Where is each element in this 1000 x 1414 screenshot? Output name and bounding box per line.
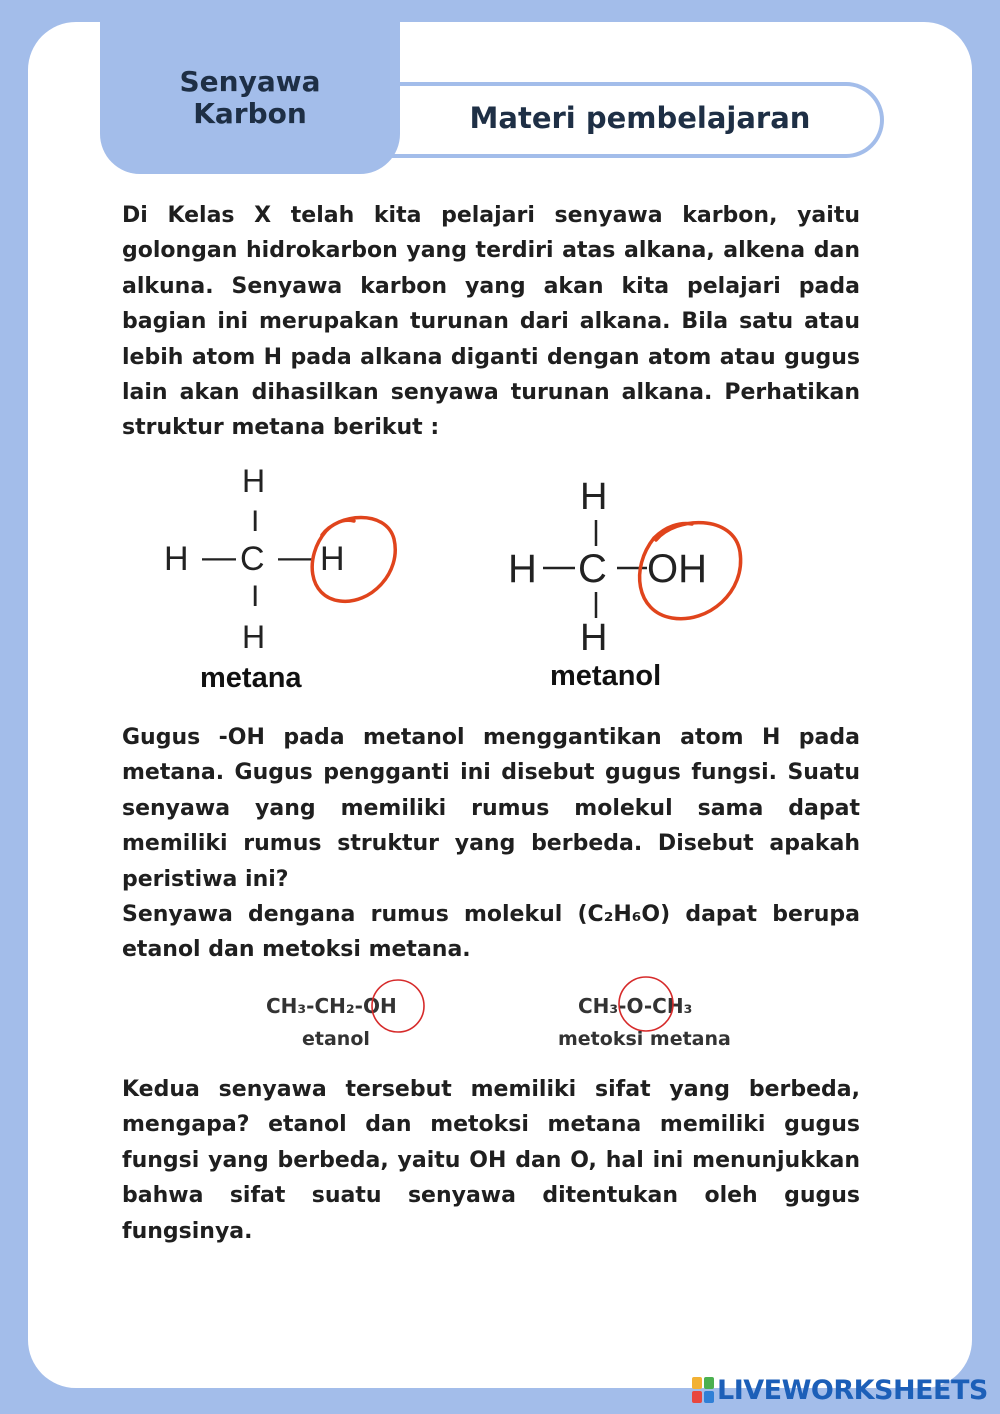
metana-atom-bottom: H bbox=[242, 619, 266, 655]
metana-bond-top: I bbox=[251, 505, 260, 538]
page-title: Materi pembelajaran bbox=[469, 101, 811, 135]
metanol-atom-left: H bbox=[508, 547, 537, 591]
gugus-paragraph: Gugus -OH pada metanol menggantikan atom H pada metana. Gugus pengganti ini disebut gugus fungsi. Suatu senyawa yang memiliki rumus molekul sama dapat memiliki rumus struktur yang berbeda. Disebut apakah peristiwa ini? bbox=[122, 725, 860, 892]
metana-atom-left: H bbox=[164, 540, 189, 578]
metanol-atom-top: H bbox=[580, 476, 608, 518]
metana-atom-right: H bbox=[320, 540, 345, 578]
metoksi-formula-suffix: -CH₃ bbox=[643, 994, 693, 1018]
metoksi-formula-prefix: CH₃- bbox=[578, 994, 627, 1018]
metanol-highlight-circle bbox=[622, 512, 754, 632]
metanol-atom-right: OH bbox=[647, 547, 707, 591]
etanol-formula-prefix: CH₃-CH₂- bbox=[266, 994, 363, 1018]
metanol-label: metanol bbox=[550, 660, 662, 692]
metoksi-highlight-circle bbox=[616, 975, 676, 1033]
metoksi-name: metoksi metana bbox=[558, 1028, 731, 1050]
intro-paragraph: Di Kelas X telah kita pelajari senyawa karbon, yaitu golongan hidrokarbon yang terdiri atas alkana, alkena dan alkuna. Senyawa karbon yang akan kita pelajari pada bagian ini merupakan turunan dari alkana. Bila satu atau lebih atom H pada alkana diganti dengan atom atau gugus lain akan dihasilkan senyawa turunan alkana. Perhatikan struktur metana berikut : bbox=[122, 203, 860, 441]
metana-label: metana bbox=[200, 662, 302, 694]
metoksi-formula-group: O bbox=[626, 994, 644, 1018]
metana-atom-top: H bbox=[242, 463, 266, 499]
senyawa-paragraph: Senyawa dengana rumus molekul (C₂H₆O) dapat berupa etanol dan metoksi metana. bbox=[122, 902, 860, 963]
metanol-atom-bottom: H bbox=[580, 617, 608, 659]
etanol-highlight-circle bbox=[368, 978, 428, 1036]
etanol-formula-group: OH bbox=[362, 994, 397, 1018]
metana-bond-bottom: I bbox=[251, 580, 260, 613]
liveworksheets-brand: LIVEWORKSHEETS bbox=[717, 1374, 988, 1406]
metana-bond-right: — bbox=[278, 538, 312, 576]
metana-highlight-circle bbox=[290, 505, 410, 615]
topic-line-1: Senyawa bbox=[179, 65, 321, 98]
topic-tab bbox=[100, 22, 400, 174]
etanol-name: etanol bbox=[302, 1028, 370, 1050]
metana-atom-center: C bbox=[240, 540, 265, 578]
kedua-paragraph: Kedua senyawa tersebut memiliki sifat yang berbeda, mengapa? etanol dan metoksi metana memiliki gugus fungsi yang berbeda, yaitu OH dan O, hal ini menunjukkan bahwa sifat suatu senyawa ditentukan oleh gugus fungsinya. bbox=[122, 1077, 860, 1244]
liveworksheets-logo[interactable] bbox=[692, 1372, 988, 1408]
metana-bond-left: — bbox=[202, 538, 236, 576]
metanol-atom-center: C bbox=[578, 547, 607, 591]
liveworksheets-logo-icon bbox=[692, 1377, 714, 1403]
topic-line-2: Karbon bbox=[193, 97, 307, 130]
